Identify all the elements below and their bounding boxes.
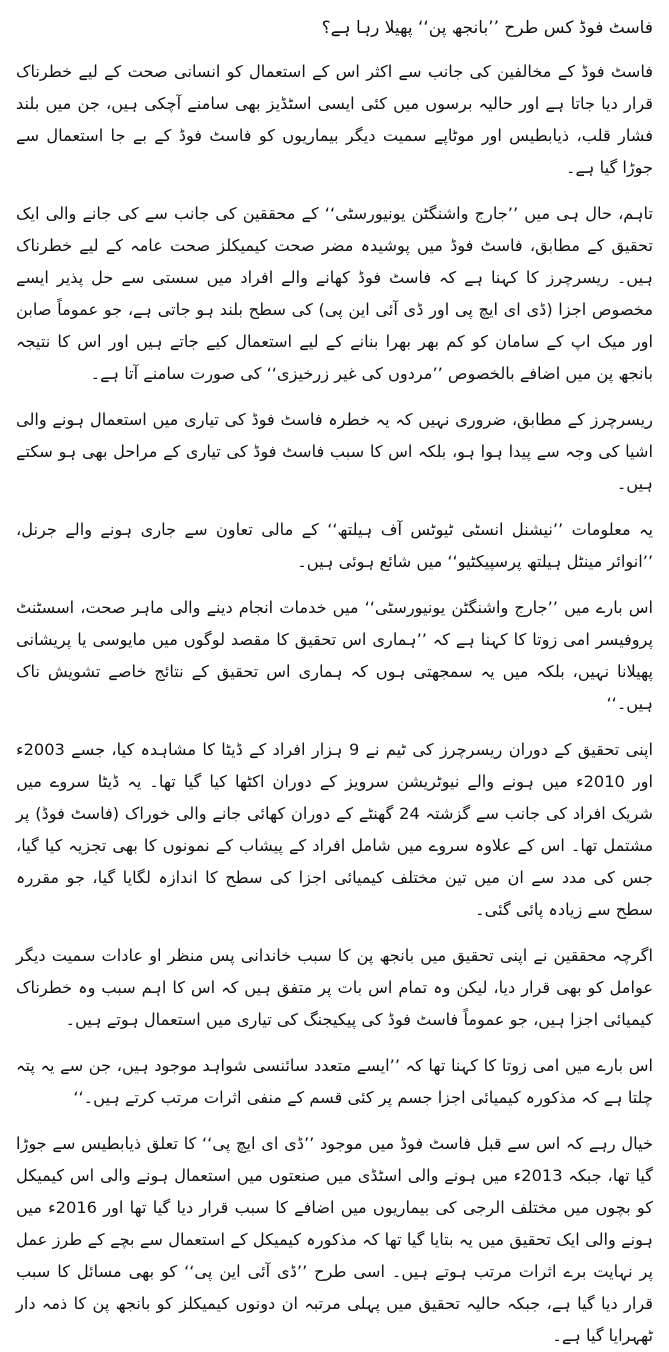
article-paragraph-1: فاسٹ فوڈ کے مخالفین کی جانب سے اکثر اس کے استعمال کو انسانی صحت کے لیے خطرناک قرار دیا جاتا ہے اور حالیہ برسوں میں کئی ایسی اسٹڈیز بھی سامنے آچکی ہیں، جن میں بلند فشار قلب، ذیابطیس اور موٹاپے سمیت دیگر بیماریوں کو فاسٹ فوڈ کے بے جا استعمال سے جوڑا گیا ہے۔	[16, 62, 653, 177]
article-paragraph-2: تاہم، حال ہی میں ’’جارج واشنگٹن یونیورسٹی‘‘ کے محققین کی جانب سے کی جانے والی ایک تحقیق کے مطابق، فاسٹ فوڈ میں پوشیدہ مضر صحت کیمیکلز صحت عامہ کے لیے خطرناک ہیں۔ ریسرچرز کا کہنا ہے کہ فاسٹ فوڈ کھانے والے افراد میں سستی سے حل پذیر ایسے مخصوص اجزا (ڈی ای ایچ پی اور ڈی آئی این پی) کی سطح بلند ہو جاتی ہے، جو عموماً صابن اور میک اپ کے سامان کو کم بھر بھرا بنانے کے لیے استعمال کیے جاتے ہیں اور اس کا نتیجہ بانجھ پن میں اضافے بالخصوص ’’مردوں کی غیر زرخیزی‘‘ کی صورت سامنے آتا ہے۔	[16, 204, 653, 383]
article-paragraph-5: اس بارے میں ’’جارج واشنگٹن یونیورسٹی‘‘ میں خدمات انجام دینے والی ماہر صحت، اسسٹنٹ پروفیسر امی زوتا کا کہنا ہے کہ ’’ہماری اس تحقیق کا مقصد لوگوں میں مایوسی یا پریشانی پھیلانا نہیں، بلکہ میں یہ سمجھتی ہوں کہ ہماری اس تحقیق کے نتائج خاصے تشویش ناک ہیں۔‘‘	[16, 598, 653, 713]
article-paragraph-3: ریسرچرز کے مطابق، ضروری نہیں کہ یہ خطرہ فاسٹ فوڈ کی تیاری میں استعمال ہونے والی اشیا کی وجہ سے پیدا ہوا ہو، بلکہ اس کا سبب فاسٹ فوڈ کی تیاری کے مراحل بھی ہو سکتے ہیں۔	[16, 410, 653, 493]
article-title: فاسٹ فوڈ کس طرح ’’بانجھ پن‘‘ پھیلا رہا ہے؟	[321, 18, 653, 38]
article-paragraph-6: اپنی تحقیق کے دوران ریسرچرز کی ٹیم نے 9 ہزار افراد کے ڈیٹا کا مشاہدہ کیا، جسے 2003ء اور 2010ء میں ہونے والے نیوٹریشن سرویز کے دوران اکٹھا کیا گیا تھا۔ یہ ڈیٹا سروے میں شریک افراد کی جانب سے گزشتہ 24 گھنٹے کے دوران کھائی جانے والی خوراک (فاسٹ فوڈ) پر مشتمل تھا۔ اس کے علاوہ سروے میں شامل افراد کے پیشاب کے نمونوں کا بھی تجزیہ کیا گیا، جس کی مدد سے ان میں تین مختلف کیمیائی اجزا کی سطح کا اندازہ لگایا گیا، جو مقررہ سطح سے زیادہ پائی گئی۔	[16, 740, 653, 919]
article-paragraph-7: اگرچہ محققین نے اپنی تحقیق میں بانجھ پن کا سبب خاندانی پس منظر او عادات سمیت دیگر عوامل کو بھی قرار دیا، لیکن وہ تمام اس بات پر متفق ہیں کہ اس کا اہم سبب وہ خطرناک کیمیائی اجزا ہیں، جو عموماً فاسٹ فوڈ کی پیکیجنگ کی تیاری میں استعمال ہوتے ہیں۔	[16, 946, 653, 1029]
article-paragraph-8: اس بارے میں امی زوتا کا کہنا تھا کہ ’’ایسے متعدد سائنسی شواہد موجود ہیں، جن سے یہ پتہ چلتا ہے کہ مذکورہ کیمیائی اجزا جسم پر کئی قسم کے منفی اثرات مرتب کرتے ہیں۔‘‘	[16, 1056, 653, 1107]
article-paragraph-9: خیال رہے کہ اس سے قبل فاسٹ فوڈ میں موجود ’’ڈی ای ایچ پی‘‘ کا تعلق ذیابطیس سے جوڑا گیا تھا، جبکہ 2013ء میں ہونے والی اسٹڈی میں صنعتوں میں استعمال ہونے والی اس کیمیکل کو بچوں میں مختلف الرجی کی بیماریوں میں اضافے کا سبب قرار دیا گیا تھا اور 2016ء میں ہونے والی ایک تحقیق میں یہ بتایا گیا تھا کہ مذکورہ کیمیکل کے استعمال سے بچے کے طرز عمل پر نہایت برے اثرات مرتب ہوتے ہیں۔ اسی طرح ’’ڈی آئی این پی‘‘ کو بھی مسائل کا سبب قرار دیا گیا ہے، جبکہ حالیہ تحقیق میں پہلی مرتبہ ان دونوں کیمیکلز کو بانجھ پن کا ذمہ دار ٹھہرایا گیا ہے۔	[16, 1134, 653, 1345]
article-paragraph-4: یہ معلومات ’’نیشنل انسٹی ٹیوٹس آف ہیلتھ‘‘ کے مالی تعاون سے جاری ہونے والے جرنل، ’’انوائر مینٹل ہیلتھ پرسپیکٹیو‘‘ میں شائع ہوئی ہیں۔	[16, 520, 653, 571]
